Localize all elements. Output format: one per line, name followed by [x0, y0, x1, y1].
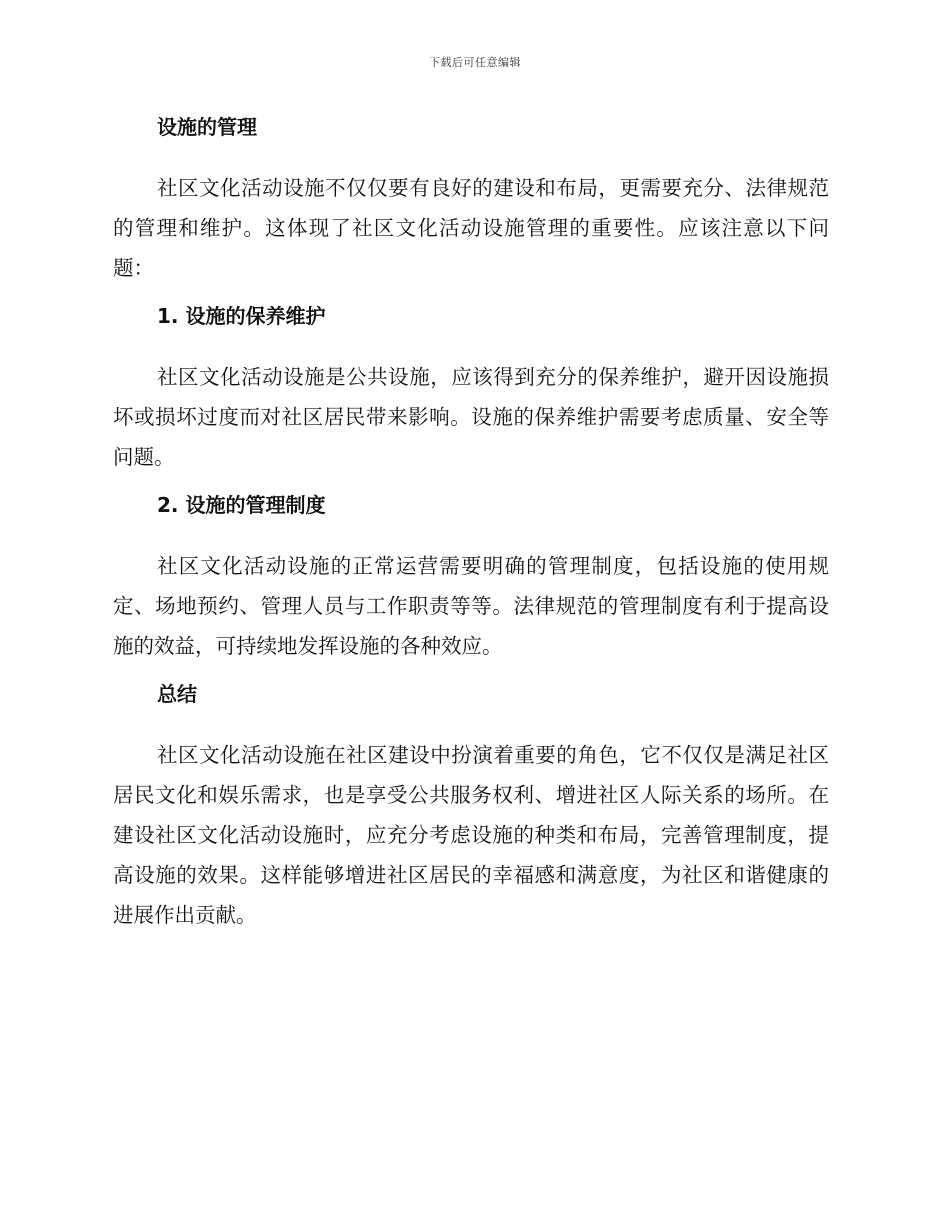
section-paragraph-management-system: 社区文化活动设施的正常运营需要明确的管理制度，包括设施的使用规定、场地预约、管理人员与工作职责等等。法律规范的管理制度有利于提高设施的效益，可持续地发挥设施的各种效应。	[113, 554, 829, 658]
document-body	[113, 112, 829, 948]
section-heading-summary: 总结	[157, 682, 197, 706]
section-paragraph-summary: 社区文化活动设施在社区建设中扮演着重要的角色，它不仅仅是满足社区居民文化和娱乐需求，也是享受公共服务权利、增进社区人际关系的场所。在建设社区文化活动设施时，应充分考虑设施的种类和布局，完善管理制度，提高设施的效果。这样能够增进社区居民的幸福感和满意度，为社区和谐健康的进展作出贡献。	[113, 743, 829, 927]
section-paragraph-facility-management: 社区文化活动设施不仅仅要有良好的建设和布局，更需要充分、法律规范的管理和维护。这体现了社区文化活动设施管理的重要性。应该注意以下问题：	[113, 176, 829, 280]
section-heading-maintenance: 1. 设施的保养维护	[157, 304, 326, 328]
section-paragraph-maintenance: 社区文化活动设施是公共设施，应该得到充分的保养维护，避开因设施损坏或损坏过度而对社区居民带来影响。设施的保养维护需要考虑质量、安全等问题。	[113, 365, 829, 469]
section-heading-facility-management: 设施的管理	[157, 115, 257, 139]
section-heading-management-system: 2. 设施的管理制度	[157, 493, 326, 517]
page-header: 下载后可任意编辑	[429, 56, 521, 69]
